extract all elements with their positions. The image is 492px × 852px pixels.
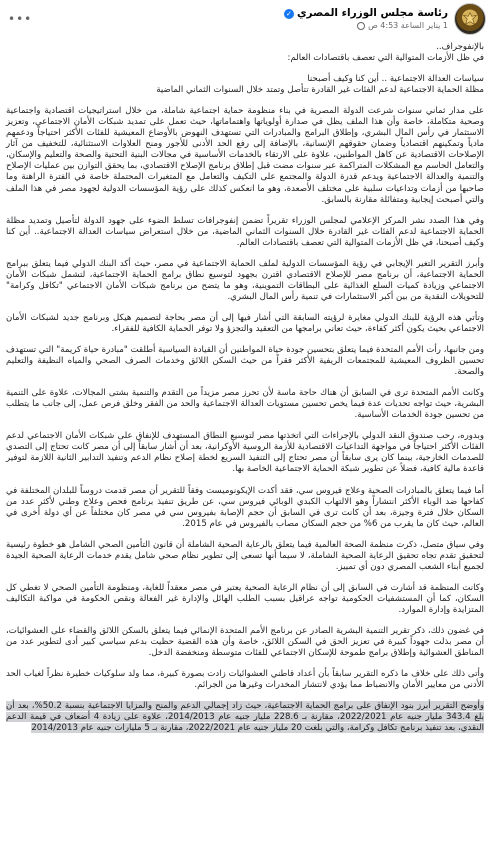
post-header: [0, 0, 492, 38]
post-paragraph: مظلة الحماية الاجتماعية لدعم الفئات غير القادرة تتأصل وتمتد خلال السنوات الثماني الماضية: [156, 85, 484, 96]
post-paragraph: وكانت المنظمة قد أشارت في السابق إلى أن نظام الرعاية الصحية يعتبر في مصر معقداً للغاية، ومنظومة التأمين الصحي لا تغطي كل السكان، كما أن المستشفيات الحكومية تواجه عراقيل بسبب الطلب الهائل والإدارة غير الفعالة ونقص الحكومة في مواكبة التكاليف المتزايدة وإدارة الموارد.: [6, 582, 484, 615]
page-avatar[interactable]: [454, 3, 486, 35]
globe-icon: [357, 22, 365, 30]
post-paragraph: وفي سياق متصل، ذكرت منظمة الصحة العالمية فيما يتعلق بالرعاية الصحية الشاملة أن قانون التأمين الصحي الشامل هو خطوة رئيسية لتحقيق تقدم تجاه تحقيق الرعاية الصحية الشاملة، لا سيما أنها تسعى إلى تطوير نظام صحي شامل يقدم خدمات الرعاية الصحية الجيدة لجميع أبناء الشعب المصري دون أي تمييز.: [6, 539, 484, 572]
eagle-emblem-icon: [461, 10, 479, 28]
selected-text: وأوضح التقرير أبرز بنود الإنفاق على برامج الحماية الاجتماعية، حيث زاد إجمالي الدعم والمنح والمزايا الاجتماعية بنسبة 50.2%، بعد أن بلغ 343.4 مليار جنيه عام 2022/2021، مقارنة بـ 228.6 مليار جنيه عام 2014/2013، علاوة على زيادة 4 أضعاف في قيمة الدعم النقدي، بعد تنفيذ برنامج تكافل وكرامة، والتي بلغت 20 مليار جنيه عام 2022/2021، مقارنة بـ 5 مليارات جنيه عام 2014/2013: [6, 701, 485, 734]
post-paragraph: في غضون ذلك، ذكر تقرير التنمية البشرية الصادر عن برنامج الأمم المتحدة الإنمائي فيما يتعلق بالسكن اللائق والقضاء على العشوائيات، أن مصر بذلت جهوداً كبيرة في تعزيز الحق في السكن اللائق، خاصة وأن هذه القضية حظيت بدعم سياسي كبير أدى لتطوير عدد من المناطق العشوائية وإطلاق برامج طموحة للإسكان الاجتماعي للفئات متوسطة ومنخفضة الدخل.: [6, 625, 484, 659]
verified-badge-icon: ✓: [284, 9, 294, 19]
more-options-button[interactable]: •••: [8, 12, 33, 26]
post-body: [6, 42, 484, 848]
post-paragraph: وبدوره، رحب صندوق النقد الدولي بالإجراءات التي اتخذتها مصر لتوسيع النطاق المستهدف للإنفاق على شبكات الأمان الاجتماعي لدعم الفئات الأكثر احتياجاً في مواجهة التداعيات الاقتصادية للأزمة الروسية الأوكرانية، بعد أن أشار سابقاً إلى أن مصر كانت تحتاج إلى التصدي للصدمات الخارجية، بينما كان يرى سابقاً أن مصر تحتاج إلى التنفيذ السريع لخطة إصلاح نظام الدعم وتنفيذ التدابير الثانية اللازمة لتوفير قاعدة مالية كافية، فضلاً عن تطوير شبكة الحماية الاجتماعية الخاصة بها.: [6, 431, 484, 475]
post-time[interactable]: 1 يناير الساعة 4:53 ص: [368, 20, 448, 30]
post-paragraph: وأتى ذلك على خلاف ما ذكره التقرير سابقاً بأن أعداد قاطني العشوائيات زادت بصورة كبيرة، مما ولد سلوكيات خطيرة نظراً لغياب الحد الأدنى من معايير الأمان والانضباط مما يؤدي لانتشار المخدرات وغيرها من الجرائم.: [6, 669, 484, 691]
post-paragraph: وكانت الأمم المتحدة ترى في السابق أن هناك حاجة ماسة لأن تحرز مصر مزيداً من التقدم والتنمية بشتى المجالات، علاوة على التنمية البشرية، حيث تواجه تحديات عدة فيما يخص تحسين مستويات العدالة الاجتماعية والحد من الفقر وخلق فرص عمل، إلى جانب ما يتطلب من تحسين جودة الخدمات الأساسية.: [6, 388, 484, 421]
post-paragraph: وفي هذا الصدد نشر المركز الإعلامي لمجلس الوزراء تقريراً تضمن إنفوجرافات تسلط الضوء على جهود الدولة لتأصيل وتمديد مظلة الحماية الاجتماعية لدعم الفئات غير القادرة خلال السنوات الثماني الماضية، من خلال استعراض سياسات العدالة الاجتماعية.. أين كنا وكيف أصبحنا، في ظل الأزمات المتوالية التي تعصف باقتصادات العالم.: [6, 215, 484, 248]
post-paragraph: على مدار ثماني سنوات شرعت الدولة المصرية في بناء منظومة حماية اجتماعية شاملة، من خلال استراتيجيات اقتصادية واجتماعية وصحية متكاملة، خاصة وأن هذا الملف يظل في صدارة أولوياتها واهتماماتها، حيث تعمل على تمديد شبكات الأمان الاجتماعي، وتعزيز الاستثمار في رأس المال البشري، وإطلاق البرامج والمبادرات التي تستهدف النهوض بالأوضاع المعيشية للفئات الأكثر احتياجاً ودعمهم مادياً وتمكينهم اقتصادياً وضمان حقوقهم الإنسانية، بالإضافة إلى رفع الحد الأدنى للأجور ومنح العلاوات الاستثنائية، للتخفيف من آثار الإصلاحات الاقتصادية عن كاهل المواطنين، علاوة على الارتقاء بالخدمات الأساسية في مجالات البنية التحتية والصحة والتعليم والإسكان، والتعامل الحاسم مع المشكلات المتراكمة عبر سنوات مضت قبل إطلاق برنامج الإصلاح الاقتصادي، بما يحقق التوازن بين عمليات الإصلاح والتنمية والعدالة الاجتماعية ويدعم قدرة الدولة والمجتمع على التكيف والتعامل مع المتغيرات المحتملة خاصة في الفترة الراهنة وما صاحبها من أزمات وتداعيات سلبية على مختلف الأصعدة، وهو ما انعكس كذلك على رؤية المؤسسات الدولية لجهود مصر في هذا الملف والتي أصبحت إيجابية ومتفائلة مقارنة بالسابق.: [6, 106, 484, 205]
post-paragraph-highlighted: [6, 701, 484, 734]
post-paragraph: بالإنفوجراف..: [436, 42, 484, 52]
post-paragraph: ومن جانبها، رأت الأمم المتحدة فيما يتعلق بتحسين جودة حياة المواطنين أن القيادة السياسية أطلقت "مبادرة حياة كريمة" التي تستهدف تحسين الظروف المعيشية للمجتمعات الريفية الأكثر فقراً من حيث السكن اللائق وخدمات الصرف الصحي والمياه النظيفة والتعليم والصحة.: [6, 345, 484, 378]
post-paragraph: في ظل الأزمات المتوالية التي تعصف باقتصادات العالم:: [287, 53, 484, 64]
page-name[interactable]: رئاسة مجلس الوزراء المصري: [296, 7, 448, 20]
post-paragraph: سياسات العدالة الاجتماعية .. أين كنا وكيف أصبحنا: [307, 74, 484, 85]
post-paragraph: أما فيما يتعلق بالمبادرات الصحية وعلاج فيروس سي، فقد أكدت الإيكونوميست وفقاً للتقرير أن مصر قدمت دروساً للبلدان المختلفة في كفاحها ضد الوباء الأكثر انتشاراً وهو الالتهاب الكبدي الوبائي فيروس سي، عن طريق تنفيذ برنامج فحص وعلاج وطني لأكثر عدد من السكان خلال فترة وجيزة، بعد أن كانت ترى في السابق أن حجم الإصابة بفيروس سي في مصر كان مختلفاً عن أي دولة أخرى في العالم، حيث كان ما يقرب من 6% من حجم السكان مصاب بالفيروس في عام 2015.: [6, 485, 484, 529]
post-paragraph: وتأتي هذه الرؤية للبنك الدولي مغايرة لرؤيته السابقة التي أشار فيها إلى أن مصر بحاجة لتصميم هيكل وبرنامج جديد لشبكات الأمان الاجتماعي بحيث يكون أكثر كفاءة، حيث تعاني برامجها من التعقيد والتجزؤ ولا توفر الحماية الكافية للفقراء.: [6, 312, 484, 334]
post-paragraph: وأبرز التقرير التغير الإيجابي في رؤية المؤسسات الدولية لملف الحماية الاجتماعية في مصر، حيث أكد البنك الدولي فيما يتعلق ببرامج الحماية الاجتماعية، أن برنامج مصر للإصلاح الاقتصادي اقترن بجهود لتوسيع نطاق برامج الحماية الاجتماعية، لتشمل شبكات الأمان الاجتماعي وزيادة كميات السلع الغذائية على البطاقات التموينية، وهو ما يتضح من برنامج شبكات الأمان الاجتماعي "تكافل وكرامة" للتحويلات النقدية من بين أكبر الاستثمارات في تنمية رأس المال البشري.: [6, 258, 484, 302]
